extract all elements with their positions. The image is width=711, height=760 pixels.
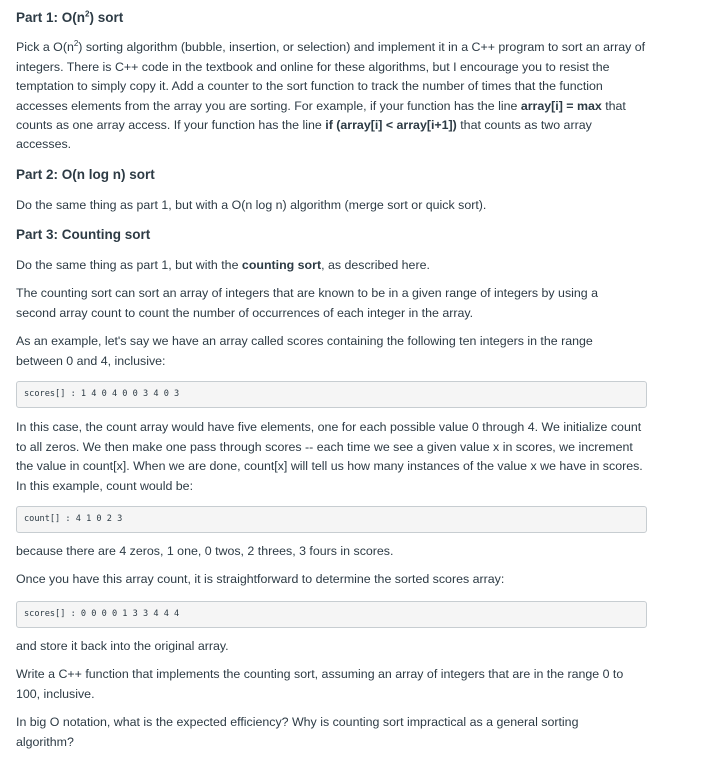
code-block-count: count[] : 4 1 0 2 3 xyxy=(16,506,647,533)
part3-intro: Do the same thing as part 1, but with the counting sort, as described here. xyxy=(16,258,430,272)
example-intro: As an example, let's say we have an array called scores containing the following ten integers in the range between 0 and 4, inclusive: xyxy=(16,334,593,368)
store-back-paragraph: and store it back into the original array. xyxy=(16,639,229,653)
big-o-question: In big O notation, what is the expected efficiency? Why is counting sort impractical as a general sorting algorithm? xyxy=(16,715,579,749)
sorted-intro: Once you have this array count, it is straightforward to determine the sorted scores array: xyxy=(16,572,505,586)
part3-heading: Part 3: Counting sort xyxy=(16,227,151,242)
because-paragraph: because there are 4 zeros, 1 one, 0 twos, 2 threes, 3 fours in scores. xyxy=(16,544,394,558)
part1-paragraph-end: accesses. xyxy=(16,137,72,151)
part2-paragraph: Do the same thing as part 1, but with a O(n log n) algorithm (merge sort or quick sort). xyxy=(16,198,487,212)
part1-paragraph: Pick a $O(n^2)$ sorting algorithm (bubble, insertion, or selection) and implement it in a C++ program to sort an array of integers. There is C++ code in the textbook and online for these algorithms, but I encourage you to resist the temptation to simply copy it. Add a counter to the sort function to track the number of times that the function accesses elements from the array you are sorting. For example, if your function has the line array[i] = max that counts as one array access. If your function has the line if (array[i] < array[i+1]) that counts as two array xyxy=(16,38,646,132)
code-block-scores: scores[] : 1 4 0 4 0 0 3 4 0 3 xyxy=(16,381,647,408)
part1-heading: Part 1: $O(n^2)$ sort xyxy=(16,9,124,25)
part2-heading: Part 2: O(n log n) sort xyxy=(16,167,155,182)
code-block-sorted: scores[] : 0 0 0 0 1 3 3 4 4 4 xyxy=(16,601,647,628)
counting-sort-description: The counting sort can sort an array of integers that are known to be in a given range of integers by using a second array count to count the number of occurrences of each integer in the array. xyxy=(16,286,599,320)
write-function-paragraph: Write a C++ function that implements the counting sort, assuming an array of integers that are in the range 0 to 100, inclusive. xyxy=(16,667,624,701)
count-explanation: In this case, the count array would have five elements, one for each possible value 0 through 4. We initialize count to all zeros. We then make one pass through scores -- each time we see a given value x in scores, we increment the value in count[x]. When we are done, count[x] will tell us how many instances of the value x we have in scores. In this example, count would be: xyxy=(16,420,643,493)
